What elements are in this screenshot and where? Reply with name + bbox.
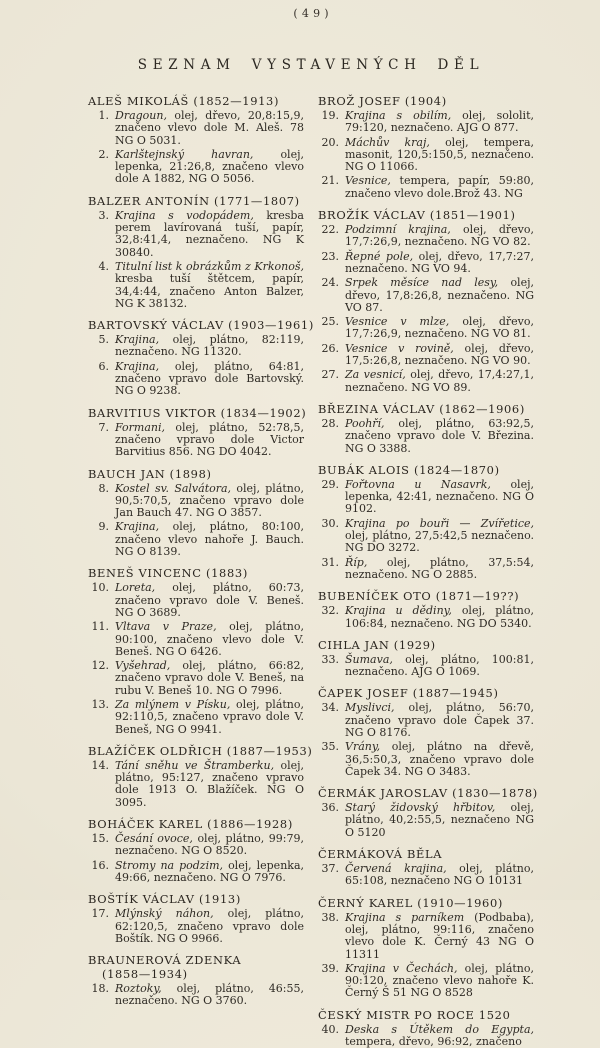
work-title: Krajina, (115, 520, 160, 534)
catalog-entry (318, 418, 534, 455)
entry-details: olej, dřevo, 17,8:26,8, neznačeno. NG VO 87. (345, 276, 534, 314)
entry-text (345, 479, 534, 516)
catalog-entry (88, 334, 304, 359)
artist-heading: BARVITIUS VIKTOR (1834—1902) (88, 405, 307, 420)
work-title: Krajina po bouři — Zvířetice, (345, 516, 534, 530)
entry-details: olej, plátno, 62:120,5, značeno vpravo dole Boštík. NG O 9966. (115, 907, 305, 945)
entry-details: olej, plátno, 82:119, neznačeno. NG 11320. (115, 333, 304, 359)
catalog-entry (318, 137, 534, 174)
artist-heading: ČERMÁKOVÁ BĚLA (318, 847, 443, 862)
catalog-entry (318, 251, 534, 276)
work-title: Myslivci, (345, 701, 395, 715)
artist-heading: BAUCH JAN (1898) (88, 466, 212, 481)
work-title: Řepné pole, (345, 249, 414, 263)
artist-heading: BALZER ANTONÍN (1771—1807) (88, 193, 300, 208)
work-title: Tání sněhu ve Štramberku, (115, 758, 275, 772)
catalog-entry (88, 210, 304, 259)
artist-heading: ČAPEK JOSEF (1887—1945) (318, 686, 499, 701)
catalog-entry (318, 479, 534, 516)
catalog-entry (318, 369, 534, 394)
artist-section (88, 94, 304, 186)
entry-text (345, 224, 534, 249)
entry-number: 15. (91, 832, 109, 846)
work-title: Titulní list k obrázkům z Krkonoš, (115, 259, 304, 273)
artist-section (318, 847, 534, 888)
entry-details: olej, plátno, 40,2:55,5, neznačeno NG O 5120 (345, 801, 534, 839)
entry-number: 14. (91, 758, 109, 772)
artist-section (318, 208, 534, 394)
entry-text (345, 1024, 534, 1048)
entry-number: 12. (91, 659, 109, 673)
artist-heading: BENEŠ VINCENC (1883) (88, 566, 248, 581)
artist-section (318, 94, 534, 200)
entry-details: tempera, papír, 59:80, značeno vlevo dole.Brož 43. NG (345, 174, 534, 200)
entry-number: 21. (321, 174, 339, 188)
entry-details: olej, dřevo, 17,4:27,1, neznačeno. NG VO 89. (345, 368, 534, 394)
artist-heading: BUBÁK ALOIS (1824—1870) (318, 462, 500, 477)
work-title: Vrány, (345, 740, 381, 754)
entry-number: 11. (91, 620, 109, 634)
entry-text (345, 369, 534, 394)
entry-details: olej, plátno, 64:81, značeno vpravo dole Bartovský. NG O 9238. (115, 359, 304, 398)
page-number: (49) (293, 7, 333, 20)
entry-number: 36. (321, 801, 339, 815)
work-title: Kostel sv. Salvátora, (115, 481, 232, 495)
work-title: Starý židovský hřbitov, (345, 801, 496, 815)
artist-section (318, 786, 538, 839)
entry-text (115, 210, 304, 259)
catalog-entry (318, 518, 534, 555)
entry-details: olej, dřevo, 17,7:27, neznačeno. NG VO 94. (345, 249, 534, 275)
work-title: Roztoky, (115, 982, 162, 996)
entry-text (115, 261, 304, 310)
entry-text (345, 802, 534, 839)
artist-section (88, 405, 307, 459)
artist-heading: BARTOVSKÝ VÁCLAV (1903—1961) (88, 318, 314, 333)
artist-section (318, 402, 534, 455)
catalog-entry (318, 110, 534, 135)
entry-details: olej, lepenka, 42:41, neznačeno. NG O 9102. (345, 477, 534, 516)
work-title: Vltava v Praze, (115, 620, 217, 634)
entry-number: 9. (98, 520, 109, 534)
artist-heading: BŘEZINA VÁCLAV (1862—1906) (318, 401, 525, 416)
entry-number: 4. (98, 259, 109, 273)
entry-details: olej, tempera, masonit, 120,5:150,5, neznačeno. NG O 11066. (345, 135, 534, 174)
artist-section (88, 194, 304, 310)
catalog-entry (88, 660, 304, 697)
work-title: Krajina, (115, 333, 160, 347)
catalog-entry (318, 654, 534, 679)
entry-details: tempera, dřevo, 96:92, značeno (345, 1035, 522, 1048)
entry-text (115, 521, 304, 558)
entry-number: 39. (321, 961, 339, 975)
catalog-entry (318, 802, 534, 839)
entry-details: olej, plátno, 92:110,5, značeno vpravo dole V. Beneš, NG O 9941. (115, 697, 305, 736)
work-title: Za vesnicí, (345, 368, 406, 382)
entry-text (115, 760, 304, 809)
entry-text (345, 702, 534, 739)
entry-number: 31. (321, 555, 339, 569)
entry-text (345, 316, 534, 341)
work-title: Vesnice, (345, 174, 391, 188)
entry-number: 34. (321, 701, 339, 715)
artist-heading: BLAŽÍČEK OLDŘICH (1887—1953) (88, 743, 313, 758)
column-right (318, 94, 538, 1048)
work-title: Karlštejnský havran, (115, 147, 254, 161)
entry-details: olej, plátno, 37,5:54, neznačeno. NG O 2885. (345, 555, 535, 581)
entry-text (345, 277, 534, 314)
catalog-entry (88, 833, 304, 858)
entry-number: 38. (321, 910, 339, 924)
artist-section (88, 318, 314, 398)
catalog-entry (88, 521, 304, 558)
catalog-entry (318, 605, 534, 630)
entry-number: 1. (98, 109, 109, 122)
entry-text (115, 149, 304, 186)
artist-section (88, 743, 313, 809)
entry-details: olej, plátno, 90,5:70,5, značeno vpravo dole Jan Bauch 47. NG O 3857. (115, 481, 305, 520)
entry-number: 19. (321, 109, 339, 122)
entry-text (115, 361, 304, 398)
entry-details: olej, plátno, 106:84, neznačeno. NG DO 5340. (345, 604, 534, 630)
entry-number: 22. (321, 223, 339, 237)
entry-number: 17. (91, 907, 109, 921)
catalog-entry (88, 149, 304, 186)
catalog-entry (318, 702, 534, 739)
work-title: Krajina s parníkem (345, 910, 465, 924)
page-title: SEZNAM VYSTAVENÝCH DĚL (137, 57, 485, 73)
entry-number: 18. (91, 982, 109, 996)
entry-text (345, 343, 534, 368)
artist-section (318, 896, 534, 1000)
catalog-entry (88, 860, 304, 885)
catalog-entry (318, 863, 534, 888)
artist-section (318, 686, 534, 778)
entry-details: kresba perem lavírovaná tuší, papír, 32,8:41,4, neznačeno. NG K 30840. (115, 208, 304, 259)
work-title: Formani, (115, 420, 165, 434)
catalog-entry (88, 361, 304, 398)
artist-section (318, 638, 534, 679)
catalog-entry (318, 343, 534, 368)
artist-heading: BROŽÍK VÁCLAV (1851—1901) (318, 208, 516, 223)
catalog-entry (88, 582, 304, 619)
artist-section (318, 589, 534, 630)
entry-details: olej, sololit, 79:120, neznačeno. AJG O 877. (345, 109, 534, 135)
work-title: Máchův kraj, (345, 135, 430, 149)
artist-heading: ČERMÁK JAROSLAV (1830—1878) (318, 786, 538, 801)
work-title: Loreta, (115, 581, 156, 595)
artist-heading: BUBENÍČEK OTO (1871—19??) (318, 589, 520, 604)
entry-details: olej, dřevo, 17,7:26,9, neznačeno. NG VO 81. (345, 315, 535, 341)
entry-details: olej, dřevo, 17,7:26,9, neznačeno. NG VO 82. (345, 223, 535, 249)
entry-number: 10. (91, 581, 109, 595)
entry-details: olej, plátno, 56:70, značeno vpravo dole Čapek 37. NG O 8176. (345, 701, 534, 739)
entry-text (345, 863, 534, 888)
entry-details: olej, plátno, 100:81, neznačeno. AJG O 1069. (345, 652, 534, 679)
entry-text (345, 518, 534, 555)
work-title: Vyšehrad, (115, 659, 171, 673)
entry-text (115, 582, 304, 619)
catalog-entry (318, 741, 534, 778)
entry-number: 37. (321, 862, 339, 876)
entry-details: olej, lepenka, 21:26,8, značeno vlevo dole A 1882, NG O 5056. (115, 147, 304, 186)
work-title: Šumava, (345, 652, 393, 666)
entry-number: 20. (321, 135, 339, 149)
entry-number: 24. (321, 276, 339, 290)
entry-details: (Podbaba), olej, plátno, 99:116, značeno vlevo dole K. Černý 43 NG O 11311 (345, 910, 535, 961)
catalog-entry (88, 261, 304, 310)
work-title: Česání ovoce, (115, 832, 193, 846)
entry-number: 30. (321, 516, 339, 530)
entry-text (115, 334, 304, 359)
entry-details: olej, plátno, 80:100, značeno vlevo nahoře J. Bauch. NG O 8139. (115, 520, 304, 559)
work-title: Mlýnský náhon, (115, 907, 214, 921)
work-title: Stromy na podzim, (115, 858, 224, 872)
work-title: Poohří, (345, 416, 385, 430)
entry-details: olej, plátno, 60:73, značeno vpravo dole V. Beneš. NG O 3689. (115, 581, 304, 619)
entry-number: 32. (321, 604, 339, 618)
work-title: Srpek měsíce nad lesy, (345, 276, 499, 290)
entry-text (345, 741, 534, 778)
artist-section (88, 817, 304, 884)
entry-number: 7. (98, 420, 109, 434)
work-title: Krajina v Čechách, (345, 961, 458, 975)
catalog-entry (88, 483, 304, 520)
catalog-entry (318, 912, 534, 961)
entry-text (115, 660, 304, 697)
entry-details: olej, dřevo, 17,5:26,8, neznačeno. NG VO 90. (345, 341, 534, 368)
entry-text (115, 908, 304, 945)
entry-details: olej, plátno, 65:108, neznačeno NG O 10131 (345, 862, 534, 888)
entry-text (345, 175, 534, 200)
catalog-entry (88, 422, 304, 459)
artist-heading: CIHLA JAN (1929) (318, 637, 436, 652)
work-title: Krajina s vodopádem, (115, 208, 254, 222)
entry-details: olej, plátno, 95:127, značeno vpravo dole 1913 O. Blažíček. NG O 3095. (115, 758, 305, 809)
entry-number: 13. (91, 697, 109, 711)
entry-number: 35. (321, 740, 339, 754)
catalog-entry (88, 621, 304, 658)
entry-text (115, 110, 304, 147)
entry-details: olej, plátno, 52:78,5, značeno vpravo dole Victor Barvitius 856. NG DO 4042. (115, 420, 305, 459)
entry-number: 8. (98, 481, 109, 495)
catalog-entry (318, 277, 534, 314)
entry-text (115, 483, 304, 520)
work-title: Za mlýnem v Písku, (115, 697, 231, 711)
work-title: Červená krajina, (345, 862, 447, 876)
catalog-entry (88, 110, 304, 147)
catalog-entry (318, 224, 534, 249)
artist-heading: BROŽ JOSEF (1904) (318, 94, 447, 108)
entry-text (345, 110, 534, 135)
artist-section (318, 1008, 534, 1048)
catalog-entry (318, 316, 534, 341)
artist-section (318, 463, 534, 581)
entry-number: 29. (321, 477, 339, 491)
entry-text (345, 251, 534, 276)
entry-details: olej, plátno, 66:82, značeno vpravo dole V. Beneš, na rubu V. Beneš 10. NG O 7996. (115, 659, 304, 697)
entry-number: 27. (321, 368, 339, 382)
catalog-entry (318, 557, 534, 582)
entry-number: 25. (321, 315, 339, 329)
entry-text (115, 833, 304, 858)
catalog-entry (318, 1024, 534, 1048)
work-title: Krajina, (115, 359, 160, 373)
entry-details: olej, plátno, 63:92,5, značeno vpravo dole V. Březina. NG O 3388. (345, 416, 535, 455)
catalog-entry (88, 983, 304, 1008)
entry-text (345, 912, 534, 961)
entry-details: olej, plátno, 46:55, neznačeno. NG O 3760. (115, 982, 304, 1008)
entry-number: 2. (98, 147, 109, 161)
artist-section (88, 892, 304, 945)
artist-dates: (1858—1934) (102, 967, 188, 982)
entry-number: 28. (321, 416, 339, 430)
catalog-entry (318, 175, 534, 200)
entry-number: 33. (321, 652, 339, 666)
entry-text (345, 654, 534, 679)
column-left (88, 94, 314, 1048)
work-title: Podzimní krajina, (345, 223, 451, 237)
artist-section (88, 467, 304, 559)
entry-details: olej, plátno na dřevě, 36,5:50,3, značeno vpravo dole Čapek 34. NG O 3483. (345, 740, 535, 778)
artist-heading: BOŠTÍK VÁCLAV (1913) (88, 892, 241, 907)
catalog-entry (88, 699, 304, 736)
catalog-entry (318, 963, 534, 1000)
entry-text (345, 963, 534, 1000)
entry-text (115, 422, 304, 459)
catalog-entry (88, 908, 304, 945)
entry-text (345, 605, 534, 630)
work-title: Deska s Útěkem do Egypta, (345, 1022, 534, 1036)
entry-text (115, 699, 304, 736)
entry-details: olej, dřevo, 20,8:15,9, značeno vlevo dole M. Aleš. 78 NG O 5031. (115, 109, 305, 147)
work-title: Krajina s obilím, (345, 109, 452, 122)
catalog-entry (88, 760, 304, 809)
work-title: Dragoun, (115, 109, 167, 122)
entry-text (115, 621, 304, 658)
artist-heading: ČESKÝ MISTR PO ROCE 1520 (318, 1007, 511, 1022)
entry-number: 40. (321, 1022, 339, 1036)
entry-text (345, 418, 534, 455)
artist-section (88, 566, 304, 736)
entry-details: olej, plátno, 90:100, značeno vlevo dole V. Beneš. NG O 6426. (115, 620, 304, 658)
entry-details: olej, plátno, 90:120, značeno vlevo nahoře K. Černý Š 51 NG O 8528 (345, 961, 535, 1000)
artist-heading: ČERNÝ KAREL (1910—1960) (318, 895, 504, 910)
entry-details: kresba tuší štětcem, papír, 34,4:44, značeno Anton Balzer, NG K 38132. (115, 272, 304, 310)
catalog-columns (88, 94, 538, 1048)
artist-heading: BOHÁČEK KAREL (1886—1928) (88, 817, 293, 832)
work-title: Fořtovna u Nasavrk, (345, 477, 491, 491)
work-title: Vesnice v rovině, (345, 341, 454, 355)
entry-details: olej, plátno, 27,5:42,5 neznačeno. NG DO 3272. (345, 529, 534, 555)
work-title: Říp, (345, 555, 368, 569)
work-title: Krajina u dědiny, (345, 604, 452, 618)
artist-heading: ALEŠ MIKOLÁŠ (1852—1913) (88, 94, 280, 108)
entry-text (115, 983, 304, 1008)
entry-number: 23. (321, 249, 339, 263)
entry-text (345, 137, 534, 174)
artist-heading: BRAUNEROVÁ ZDENKA (1858—1934) (88, 953, 304, 981)
entry-number: 3. (98, 208, 109, 222)
entry-number: 6. (98, 359, 109, 373)
work-title: Vesnice v mlze, (345, 315, 450, 329)
entry-details: olej, lepenka, 49:66, neznačeno. NG O 7976. (115, 858, 304, 884)
entry-text (345, 557, 534, 582)
entry-text (115, 860, 304, 885)
entry-number: 5. (98, 333, 109, 347)
entry-number: 16. (91, 858, 109, 872)
entry-number: 26. (321, 341, 339, 355)
artist-section (88, 953, 304, 1008)
entry-details: olej, plátno, 99:79, neznačeno. NG O 8520. (115, 832, 304, 858)
